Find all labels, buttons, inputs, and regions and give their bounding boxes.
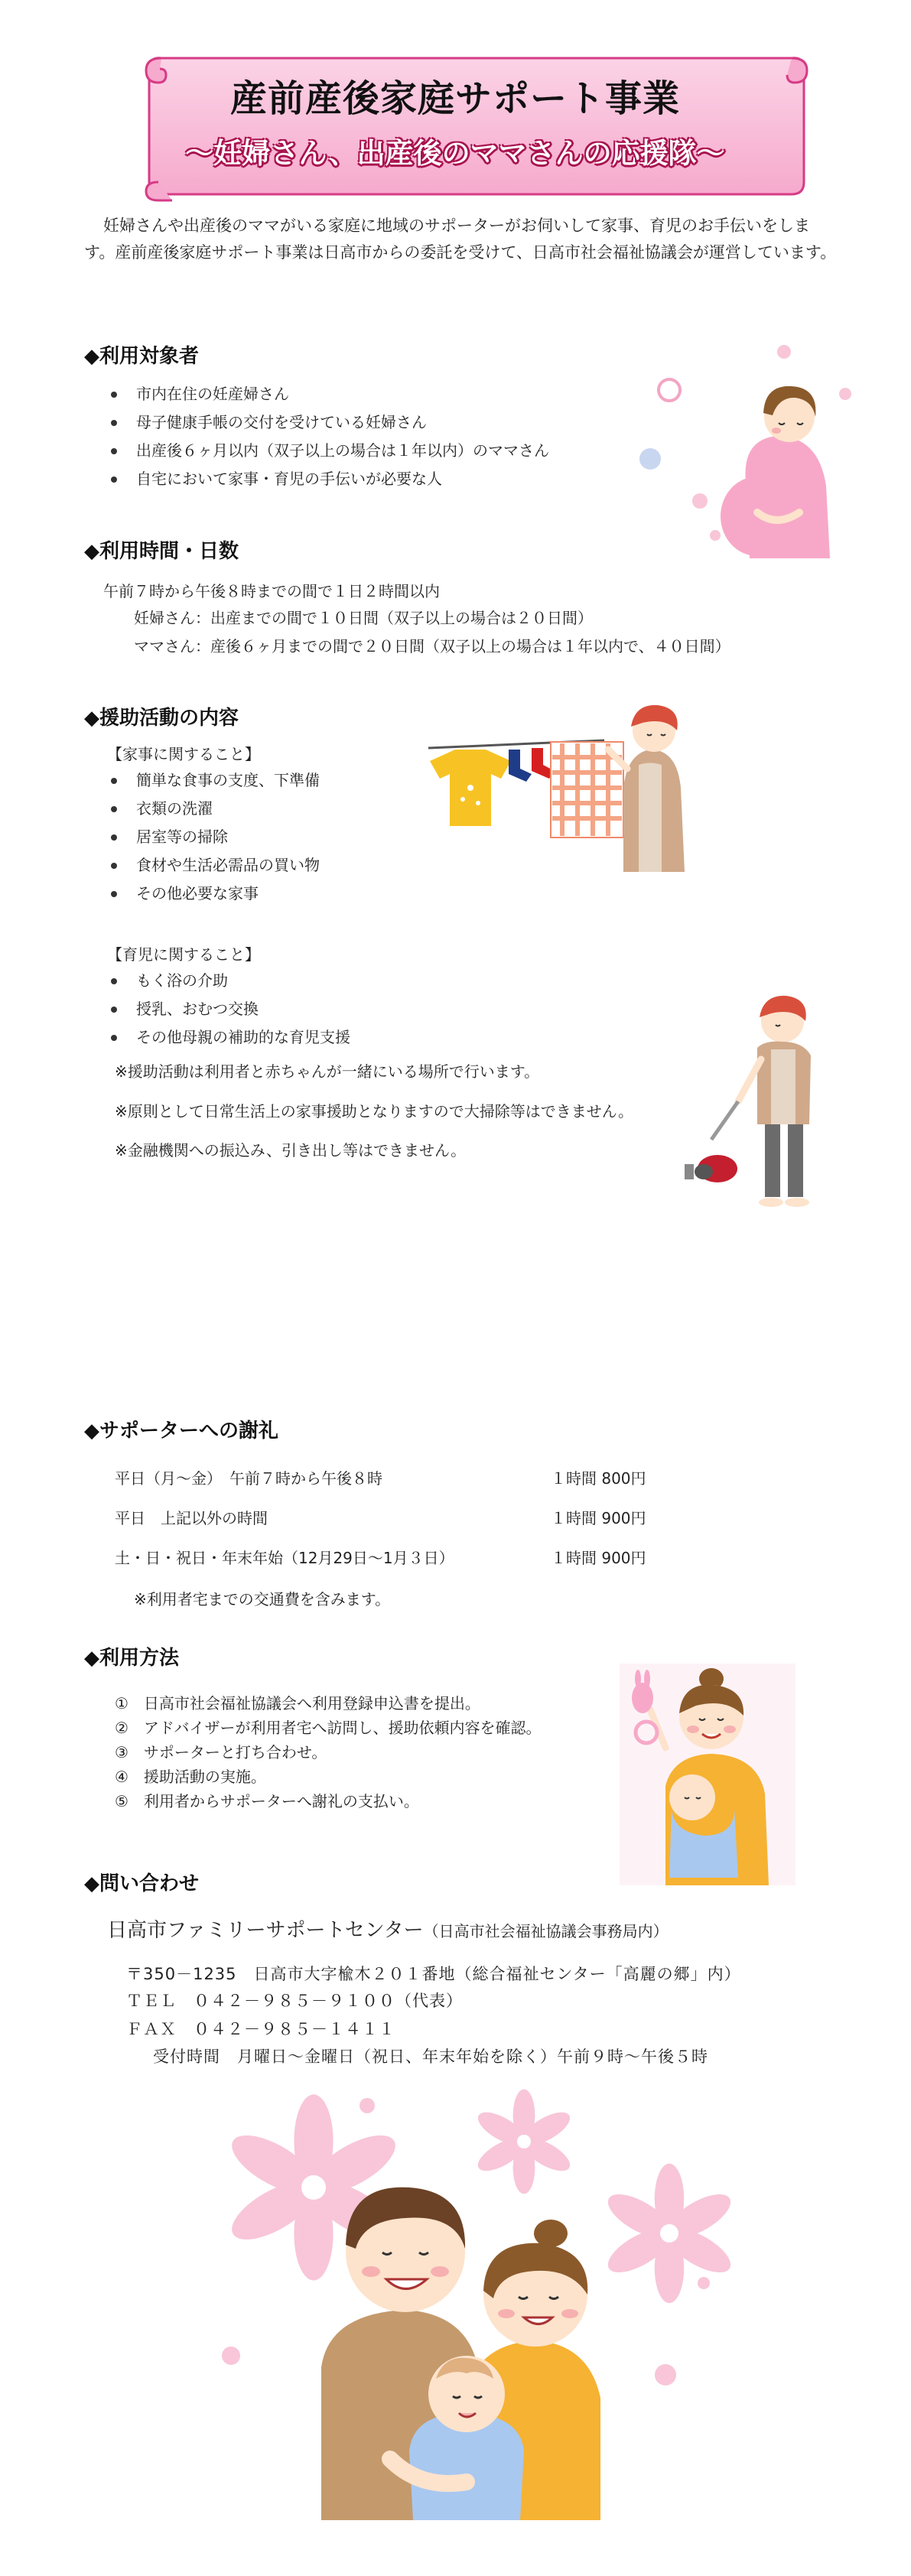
list-item: 母子健康手帳の交付を受けている妊婦さん [107, 408, 549, 437]
list-item: その他母親の補助的な育児支援 [107, 1023, 350, 1052]
mother-baby-illustration [620, 1664, 795, 1885]
hours-heading: ◆利用時間・日数 [84, 540, 239, 563]
hours-general: 午前７時から午後８時までの間で１日２時間以内 [103, 582, 440, 600]
list-item: 授乳、おむつ交換 [107, 995, 350, 1023]
list-item: 出産後６ヶ月以内（双子以上の場合は１年以内）のママさん [107, 437, 549, 465]
step-item: ⑤ 利用者からサポーターへ謝礼の支払い。 [115, 1792, 419, 1810]
step-item: ③ サポーターと打ち合わせ。 [115, 1743, 327, 1761]
vacuum-woman-illustration [681, 987, 834, 1224]
list-item: その他必要な家事 [107, 880, 320, 908]
contact-hours: 受付時間 月曜日～金曜日（祝日、年末年始を除く）午前９時～午後５時 [153, 2047, 708, 2066]
fee-row-label: 土・日・祝日・年末年始（12月29日～1月３日） [115, 1549, 454, 1567]
hours-mother: ママさん：産後６ヶ月までの間で２０日間（双子以上の場合は１年以内で、４０日間） [134, 637, 730, 655]
pregnant-woman-illustration [643, 340, 857, 562]
contact-org [107, 1914, 669, 1943]
childcare-label: 【育児に関すること】 [107, 945, 260, 964]
intro-text: 妊婦さんや出産後のママがいる家庭に地域のサポーターがお伺いして家事、育児のお手伝いをします。産前産後家庭サポート事業は日高市からの委託を受けて、日高市社会福祉協議会が運営しています。 [84, 216, 837, 262]
laundry-woman-illustration [421, 688, 719, 880]
list-item: 居室等の掃除 [107, 823, 320, 851]
fee-row-price: １時間 800円 [551, 1469, 646, 1488]
activity-note: ※金融機関への振込み、引き出し等はできません。 [115, 1141, 467, 1160]
fee-row-label: 平日 上記以外の時間 [115, 1509, 268, 1527]
list-item: 自宅において家事・育児の手伝いが必要な人 [107, 465, 549, 493]
childcare-list [107, 967, 350, 1052]
housework-list [107, 766, 320, 908]
list-item: 簡単な食事の支度、下準備 [107, 766, 320, 795]
activity-note: ※原則として日常生活上の家事援助となりますので大掃除等はできません。 [115, 1102, 633, 1120]
usage-heading: ◆利用方法 [84, 1647, 179, 1670]
fees-note: ※利用者宅までの交通費を含みます。 [134, 1590, 391, 1608]
hours-pregnant: 妊婦さん：出産までの間で１０日間（双子以上の場合は２０日間） [134, 609, 593, 627]
list-item: 市内在住の妊産婦さん [107, 380, 549, 408]
usage-steps [115, 1691, 542, 1813]
contact-fax: ＦＡＸ ０４２－９８５－１４１１ [126, 2020, 395, 2038]
step-item: ④ 援助活動の実施。 [115, 1768, 266, 1786]
activities-heading: ◆援助活動の内容 [84, 707, 239, 730]
fees-heading: ◆サポーターへの謝礼 [84, 1420, 278, 1442]
list-item: もく浴の介助 [107, 967, 350, 995]
eligibility-list [107, 380, 549, 493]
housework-label: 【家事に関すること】 [107, 745, 260, 763]
list-item: 食材や生活必需品の買い物 [107, 851, 320, 880]
contact-heading: ◆問い合わせ [84, 1872, 199, 1895]
list-item: 衣類の洗濯 [107, 795, 320, 823]
fee-row-price: １時間 900円 [551, 1549, 646, 1567]
activity-note: ※援助活動は利用者と赤ちゃんが一緒にいる場所で行います。 [115, 1062, 540, 1081]
banner-title: 産前産後家庭サポート事業 [229, 77, 680, 120]
step-item: ① 日高市社会福祉協議会へ利用登録申込書を提出。 [115, 1694, 480, 1712]
step-item: ② アドバイザーが利用者宅へ訪問し、援助依頼内容を確認。 [115, 1719, 542, 1737]
eligibility-heading: ◆利用対象者 [84, 345, 199, 368]
contact-address: 〒350－1235 日高市大字楡木２０１番地（総合福祉センター「高麗の郷」内） [126, 1965, 741, 1983]
contact-tel: ＴＥＬ ０４２－９８５－９１００（代表） [126, 1992, 463, 2010]
contact-org-note: （日高市社会福祉協議会事務局内） [423, 1922, 669, 1940]
contact-org-name: 日高市ファミリーサポートセンター [107, 1919, 424, 1942]
fee-row-price: １時間 900円 [551, 1509, 646, 1527]
banner-subtitle: ～妊婦さん、出産後のママさんの応援隊～ [185, 137, 725, 170]
family-illustration [214, 2092, 750, 2520]
fee-row-label: 平日（月～金） 午前７時から午後８時 [115, 1469, 382, 1488]
